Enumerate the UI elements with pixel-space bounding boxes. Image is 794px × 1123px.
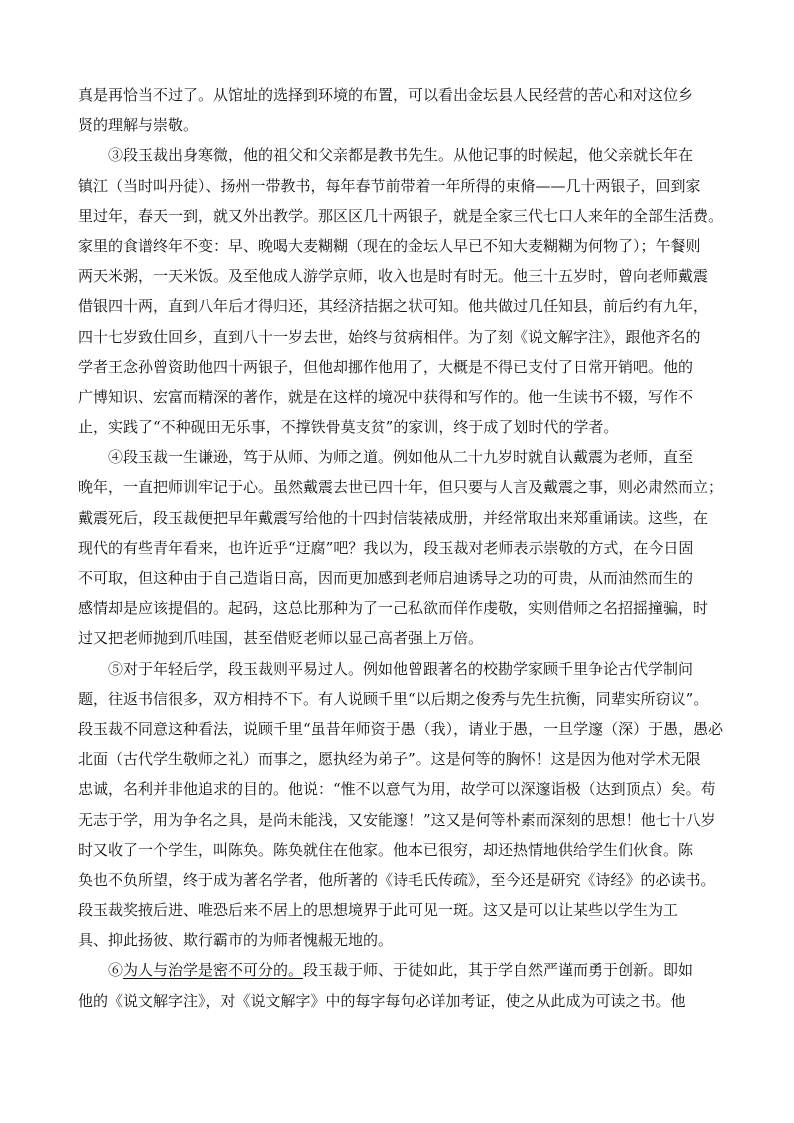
text-line: 四十七岁致仕回乡，直到八十一岁去世，始终与贫病相伴。为了刻《说文解字注》，跟他齐名的	[78, 327, 701, 346]
text-line: ⑤对于年轻后学，段玉裁则平易过人。例如他曾跟著名的校勘学家顾千里争论古代学制问	[78, 659, 694, 678]
paragraph-5	[78, 654, 723, 956]
text-line: 止，实践了“不种砚田无乐事，不撑铁骨莫支贫”的家训，终于成了划时代的学者。	[78, 418, 619, 437]
text-line: 家里的食谱终年不变：早、晚喝大麦糊糊（现在的金坛人早已不知大麦糊糊为何物了）；午餐则	[78, 236, 701, 255]
text-line: 段玉裁奖掖后进、唯恐后来不居上的思想境界于此可见一斑。这又是可以让某些以学生为工	[78, 901, 679, 920]
text-line: 无志于学，用为争名之具，是尚未能浅，又安能邃！”这又是何等朴素而深刻的思想！他七十八岁	[78, 810, 716, 829]
text-line: 晚年，一直把师训牢记于心。虽然戴震去世已四十年，但只要与人言及戴震之事，则必肃然而立；	[78, 478, 724, 497]
text-line: 过又把老师抛到爪哇国，甚至借贬老师以显己高者强上万倍。	[78, 629, 484, 648]
paragraph-3	[78, 140, 723, 442]
text-line: 现代的有些青年看来，也许近乎“迂腐”吧？我以为，段玉裁对老师表示崇敬的方式，在今日固	[78, 538, 694, 557]
text-line: 广博知识、宏富而精深的著作，就是在这样的境况中获得和写作的。他一生读书不辍，写作不	[78, 387, 694, 406]
text-line: 两天米粥，一天米饭。及至他成人游学京师，收入也是时有时无。他三十五岁时，曾向老师戴震	[78, 267, 709, 286]
text-line: 段玉裁不同意这种看法，说顾千里“虽昔年师资于愚（我），请业于愚，一旦学邃（深）于愚，愚必	[78, 719, 724, 738]
underlined-phrase: 为人与治学是密不可分的。	[123, 961, 304, 980]
paragraph-continuation	[78, 80, 723, 140]
paragraph-4	[78, 442, 723, 653]
text-line: 他的《说文解字注》，对《说文解字》中的每字每句必详加考证，使之从此成为可读之书。他	[78, 991, 686, 1010]
text-line: 学者王念孙曾资助他四十两银子，但他却挪作他用了，大概是不得已支付了日常开销吧。他的	[78, 357, 694, 376]
text-line: 奂也不负所望，终于成为著名学者，他所著的《诗毛氏传疏》，至今还是研究《诗经》的必读书。	[78, 870, 716, 889]
text-line: 感情却是应该提倡的。起码，这总比那种为了一己私欲而佯作虔敬，实则借师之名招摇撞骗，时	[78, 599, 709, 618]
text-line: 具、抑此扬彼、欺行霸市的为师者愧赧无地的。	[78, 931, 394, 950]
text-line: 忠诚，名利并非他追求的目的。他说：“惟不以意气为用，故学可以深邃诣极（达到顶点）矣。苟	[78, 780, 716, 799]
text-line: ④段玉裁一生谦逊，笃于从师、为师之道。例如他从二十九岁时就自认戴震为老师，直至	[78, 448, 694, 467]
text-line: ③段玉裁出身寒微，他的祖父和父亲都是教书先生。从他记事的时候起，他父亲就长年在	[78, 146, 694, 165]
paragraph-6	[78, 955, 723, 1015]
text-line: 北面（古代学生敬师之礼）而事之，愿执经为弟子”。这是何等的胸怀！这是因为他对学术无限	[78, 750, 701, 769]
text-line-underlined: ⑥为人与治学是密不可分的。段玉裁于师、于徒如此，其于学自然严谨而勇于创新。即如	[78, 961, 694, 980]
text-line: 真是再恰当不过了。从馆址的选择到环境的布置，可以看出金坛县人民经营的苦心和对这位乡	[78, 86, 694, 104]
text-line: 贤的理解与崇敬。	[78, 116, 199, 135]
text-line: 戴震死后，段玉裁便把早年戴震写给他的十四封信装裱成册，并经常取出来郑重诵读。这些，在	[78, 508, 709, 527]
text-line: 时又收了一个学生，叫陈奂。陈奂就住在他家。他本已很穷，却还热情地供给学生们伙食。陈	[78, 840, 694, 859]
document-page	[78, 80, 723, 1016]
text-line: 镇江（当时叫丹徒）、扬州一带教书，每年春节前带着一年所得的束脩——几十两银子，回到家	[78, 176, 701, 195]
text-line: 不可取，但这种由于自己造诣日高，因而更加感到老师启迪诱导之功的可贵，从而油然而生的	[78, 569, 694, 587]
text-line: 借银四十两，直到八年后才得归还，其经济拮据之状可知。他共做过几任知县，前后约有九年，	[78, 297, 709, 316]
text-line: 里过年，春天一到，就又外出教学。那区区几十两银子，就是全家三代七口人来年的全部生活费。	[78, 206, 724, 225]
text-line: 题，往返书信很多，双方相持不下。有人说顾千里“以后期之俊秀与先生抗衡，同辈实所窃议”。	[78, 689, 709, 708]
